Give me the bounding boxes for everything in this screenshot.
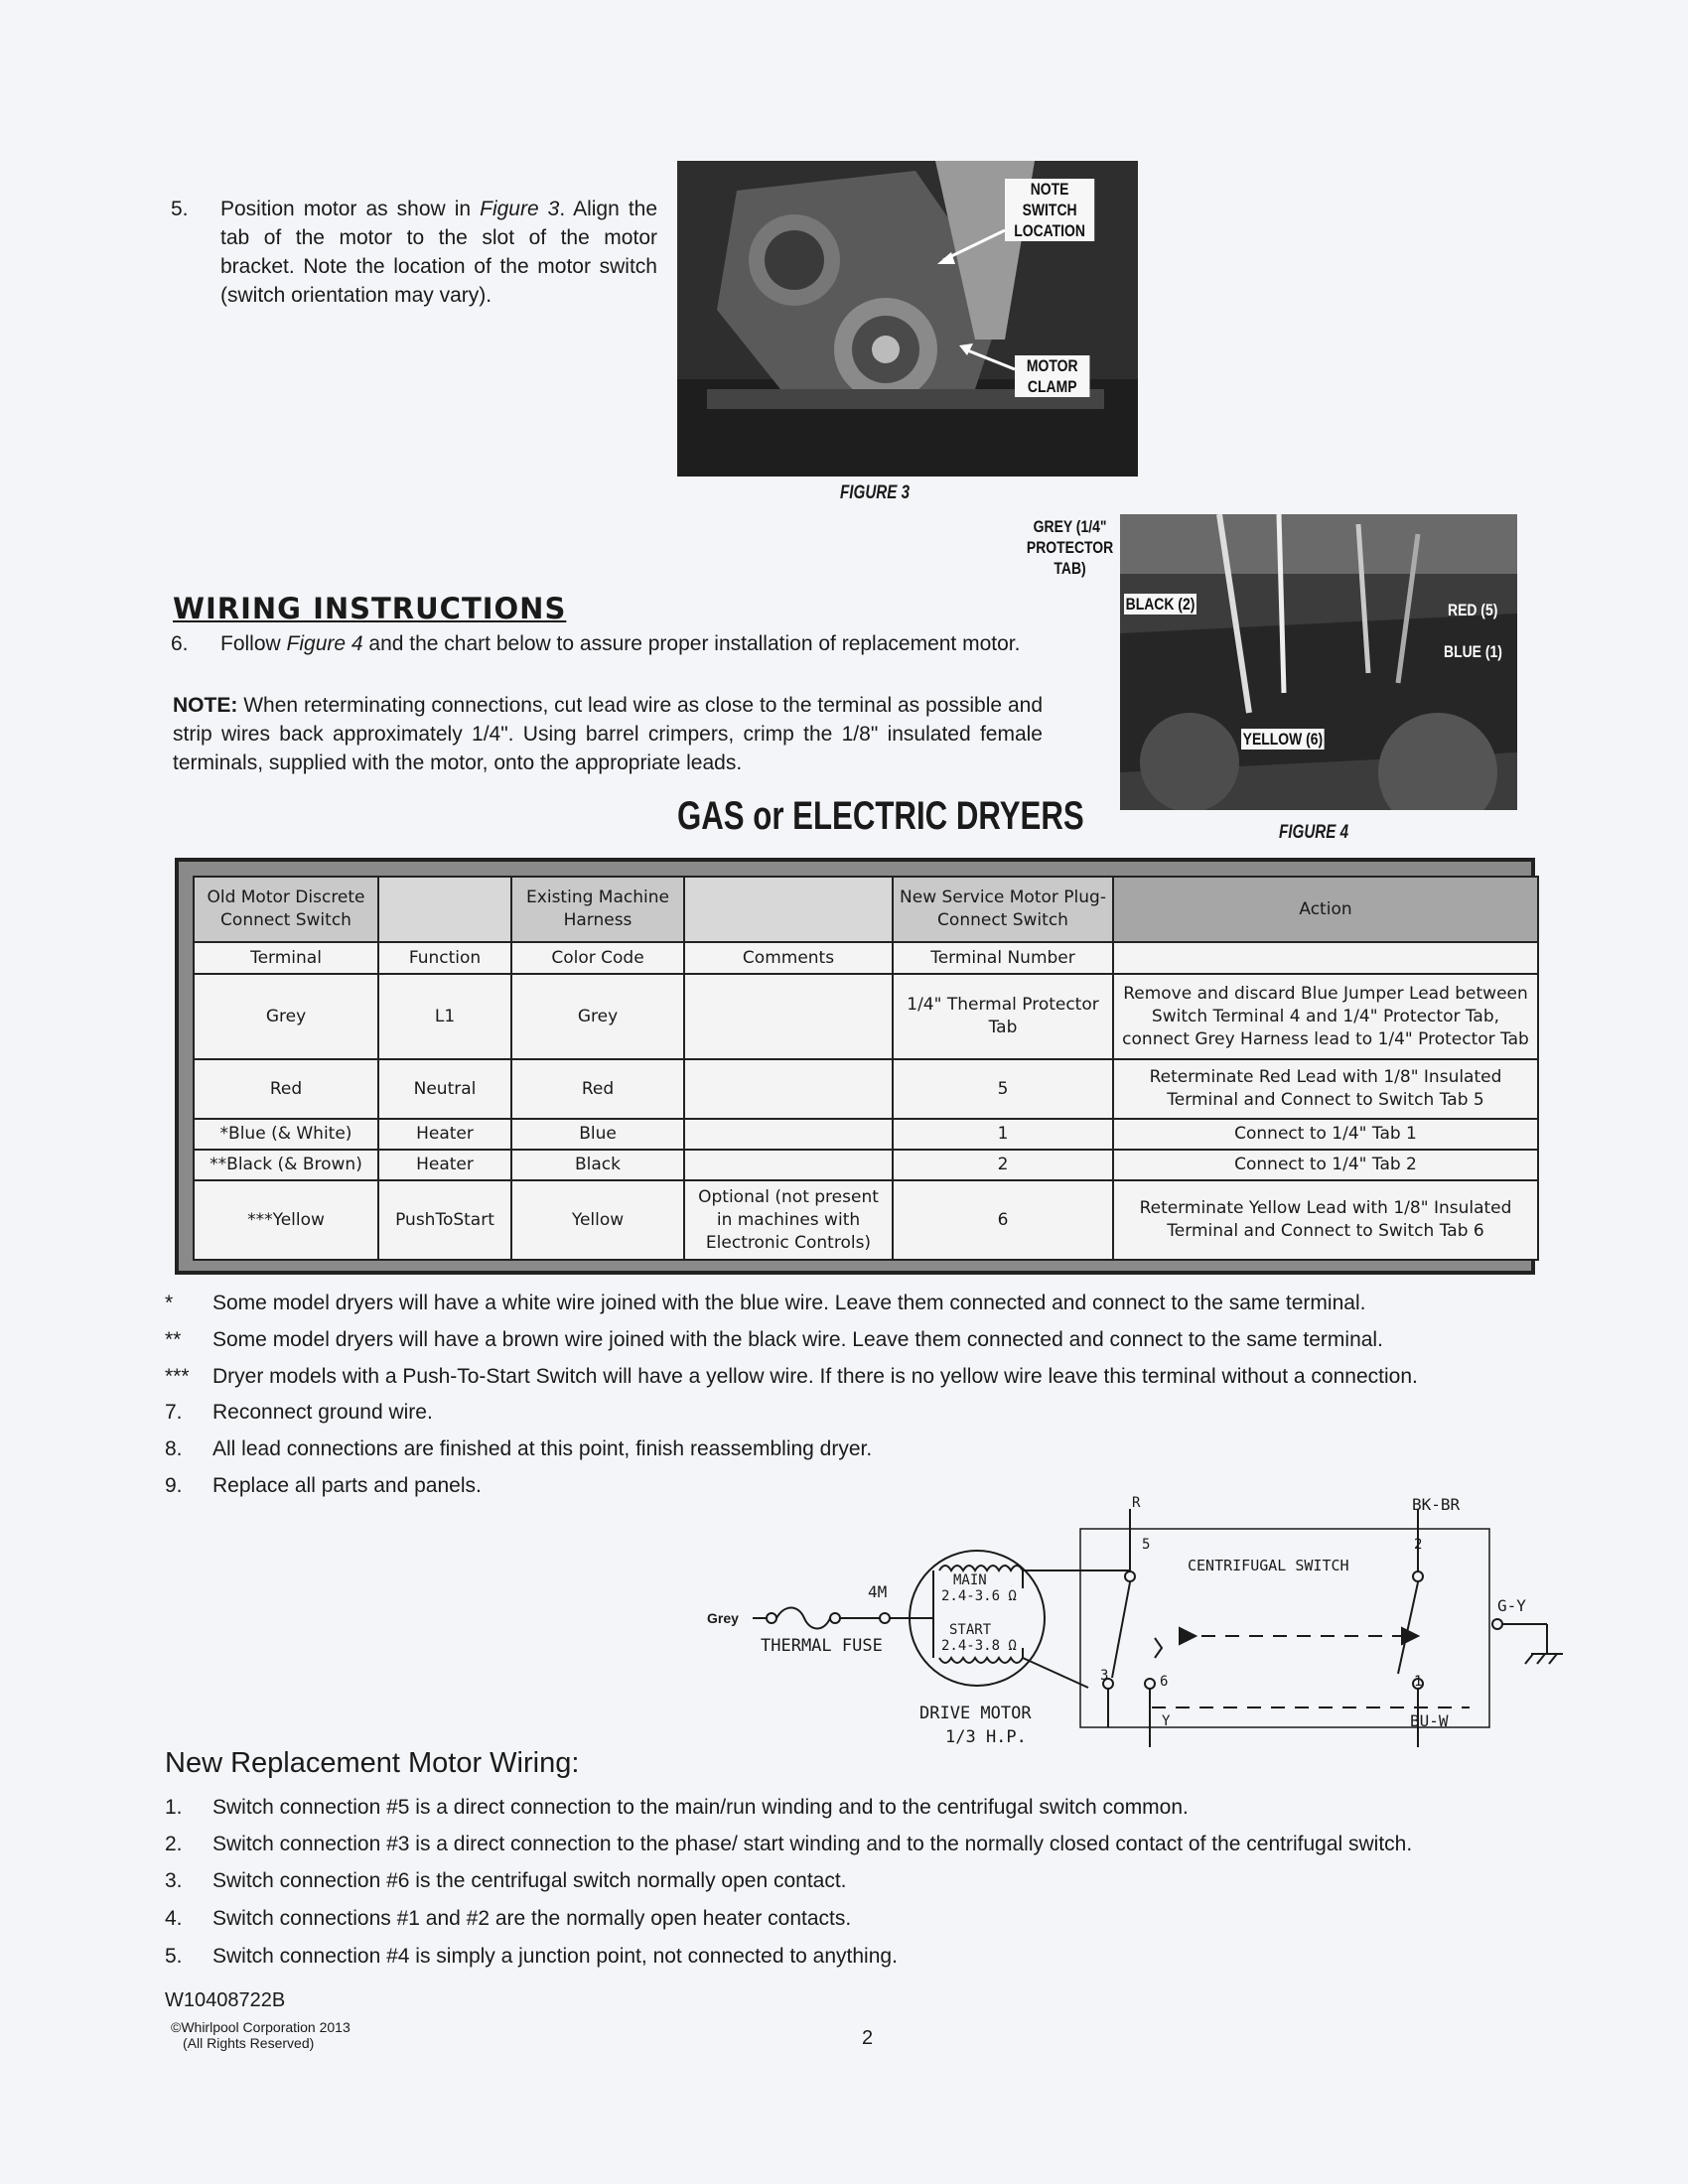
subheader-terminal-number: Terminal Number (893, 942, 1113, 974)
schematic-n3: 3 (1100, 1668, 1109, 1684)
figure3-caption: FIGURE 3 (840, 482, 911, 503)
table-row (194, 1119, 1538, 1150)
schematic-main-ohms: 2.4-3.6 Ω (941, 1588, 1017, 1604)
schematic-n1: 1 (1414, 1674, 1423, 1690)
figure4-callout-yellow: YELLOW (6) (1242, 730, 1324, 749)
step6-number: 6. (171, 632, 189, 655)
cell-comments (684, 1059, 893, 1119)
header-action: Action (1113, 877, 1538, 942)
schematic-n6: 6 (1160, 1674, 1169, 1690)
new-motor-item-4: 4. Switch connections #1 and #2 are the normally open heater contacts. (165, 1907, 852, 1930)
subheader-color-code: Color Code (511, 942, 684, 974)
subheader-action-blank (1113, 942, 1538, 974)
schematic-main: MAIN (953, 1572, 987, 1588)
cell-function: Neutral (378, 1059, 511, 1119)
cell-terminal: **Black (& Brown) (194, 1150, 378, 1180)
figure4-caption: FIGURE 4 (1279, 822, 1349, 843)
note-text: When reterminating connections, cut lead wire as close to the terminal as possible and strip wires back approximately 1/4". Using barrel crimpers, crimp the 1/8" insulated female terminals, supplied with the motor, onto the appropriate leads. (173, 694, 1043, 774)
schematic-grey: Grey (707, 1610, 739, 1626)
subheader-comments: Comments (684, 942, 893, 974)
cell-terminal: ***Yellow (194, 1180, 378, 1260)
table-row (194, 1150, 1538, 1180)
figure3-callout-switch: NOTE SWITCH LOCATION (1005, 179, 1094, 241)
page-number: 2 (862, 2027, 874, 2049)
schematic-r: R (1132, 1495, 1141, 1511)
cell-comments: Optional (not present in machines with Electronic Controls) (684, 1180, 893, 1260)
cell-action: Reterminate Yellow Lead with 1/8" Insulated Terminal and Connect to Switch Tab 6 (1113, 1180, 1538, 1260)
step5-number: 5. (171, 198, 189, 220)
cell-terminal-number: 6 (893, 1180, 1113, 1260)
figure4-callout-grey: GREY (1/4" PROTECTOR TAB) (1026, 517, 1114, 578)
figure3-photo (677, 161, 1138, 477)
cell-comments (684, 974, 893, 1059)
header-new-motor: New Service Motor Plug-Connect Switch (893, 877, 1113, 942)
cell-terminal: Grey (194, 974, 378, 1059)
figure4-callout-black: BLACK (2) (1125, 595, 1196, 614)
table-title: GAS or ELECTRIC DRYERS (677, 794, 1084, 838)
cell-terminal: Red (194, 1059, 378, 1119)
cell-action: Connect to 1/4" Tab 2 (1113, 1150, 1538, 1180)
figure3-arrows (677, 161, 1138, 477)
schematic-start: START (949, 1622, 992, 1638)
table-row (194, 974, 1538, 1059)
cell-terminal: *Blue (& White) (194, 1119, 378, 1150)
header-blank-1 (378, 877, 511, 942)
schematic-bu-w: BU-W (1410, 1711, 1449, 1730)
new-motor-item-2: 2. Switch connection #3 is a direct connection to the phase/ start winding and to the normally closed contact of the centrifugal switch. (165, 1833, 1413, 1855)
new-motor-heading: New Replacement Motor Wiring: (165, 1747, 580, 1779)
new-motor-item-5: 5. Switch connection #4 is simply a junction point, not connected to anything. (165, 1945, 898, 1968)
step6-text: Follow Figure 4 and the chart below to assure proper installation of replacement motor. (220, 632, 1021, 655)
cell-color: Blue (511, 1119, 684, 1150)
subheader-function: Function (378, 942, 511, 974)
footnote-1: * Some model dryers will have a white wire joined with the blue wire. Leave them connected and connect to the same terminal. (165, 1292, 1366, 1314)
step7: 7. Reconnect ground wire. (165, 1401, 433, 1424)
schematic-thermal-fuse: THERMAL FUSE (761, 1636, 883, 1656)
copyright: ©Whirlpool Corporation 2013 (171, 2019, 351, 2035)
footnote-3: *** Dryer models with a Push-To-Start Switch will have a yellow wire. If there is no yellow wire leave this terminal without a connection. (165, 1365, 1418, 1388)
wiring-table (193, 876, 1539, 1261)
figure4-photo (1120, 514, 1517, 810)
cell-function: L1 (378, 974, 511, 1059)
figure4-callout-blue: BLUE (1) (1444, 642, 1502, 661)
schematic-4m: 4M (868, 1582, 888, 1601)
figure4-illustration (1120, 514, 1517, 810)
cell-color: Yellow (511, 1180, 684, 1260)
step5 (171, 195, 657, 310)
figure4-callout-red: RED (5) (1448, 601, 1498, 619)
cell-terminal-number: 1 (893, 1119, 1113, 1150)
schematic-hp: 1/3 H.P. (945, 1727, 1027, 1747)
cell-function: Heater (378, 1119, 511, 1150)
schematic-n5: 5 (1142, 1537, 1151, 1553)
step5-text: Position motor as show in Figure 3. Align the tab of the motor to the slot of the motor bracket. Note the location of the motor switch (switch orientation may vary). (220, 198, 658, 307)
cell-color: Black (511, 1150, 684, 1180)
cell-action: Connect to 1/4" Tab 1 (1113, 1119, 1538, 1150)
cell-action: Remove and discard Blue Jumper Lead between Switch Terminal 4 and 1/4" Protector Tab, connect Grey Harness lead to 1/4" Protector Tab (1113, 974, 1538, 1059)
cell-comments (684, 1119, 893, 1150)
header-blank-2 (684, 877, 893, 942)
schematic-y: Y (1162, 1713, 1171, 1729)
schematic-n2: 2 (1414, 1537, 1423, 1553)
header-existing-harness: Existing Machine Harness (511, 877, 684, 942)
new-motor-item-1: 1. Switch connection #5 is a direct connection to the main/run winding and to the centrifugal switch common. (165, 1796, 1189, 1819)
cell-terminal-number: 2 (893, 1150, 1113, 1180)
schematic-drive-motor: DRIVE MOTOR (919, 1704, 1032, 1723)
table-row (194, 1059, 1538, 1119)
footnote-2: ** Some model dryers will have a brown wire joined with the black wire. Leave them connected and connect to the same terminal. (165, 1328, 1383, 1351)
table-row (194, 1180, 1538, 1260)
rights: (All Rights Reserved) (183, 2035, 315, 2051)
wiring-heading: WIRING INSTRUCTIONS (173, 592, 567, 625)
step8: 8. All lead connections are finished at this point, finish reassembling dryer. (165, 1437, 873, 1460)
part-number: W10408722B (165, 1989, 286, 2011)
cell-terminal-number: 5 (893, 1059, 1113, 1119)
cell-function: PushToStart (378, 1180, 511, 1260)
schematic-g-y: G-Y (1497, 1596, 1526, 1615)
note-label: NOTE: (173, 694, 238, 717)
cell-function: Heater (378, 1150, 511, 1180)
cell-comments (684, 1150, 893, 1180)
header-old-motor: Old Motor Discrete Connect Switch (194, 877, 378, 942)
schematic-bk-br: BK-BR (1412, 1495, 1461, 1514)
cell-terminal-number: 1/4" Thermal Protector Tab (893, 974, 1113, 1059)
schematic-start-ohms: 2.4-3.8 Ω (941, 1638, 1017, 1654)
figure3-callout-clamp: MOTOR CLAMP (1015, 355, 1089, 397)
step6 (171, 629, 1045, 658)
cell-color: Red (511, 1059, 684, 1119)
step9: 9. Replace all parts and panels. (165, 1474, 482, 1497)
new-motor-item-3: 3. Switch connection #6 is the centrifugal switch normally open contact. (165, 1869, 847, 1892)
schematic-centrifugal-switch: CENTRIFUGAL SWITCH (1188, 1557, 1349, 1574)
subheader-terminal: Terminal (194, 942, 378, 974)
cell-action: Reterminate Red Lead with 1/8" Insulated Terminal and Connect to Switch Tab 5 (1113, 1059, 1538, 1119)
cell-color: Grey (511, 974, 684, 1059)
note-paragraph (173, 691, 1043, 777)
